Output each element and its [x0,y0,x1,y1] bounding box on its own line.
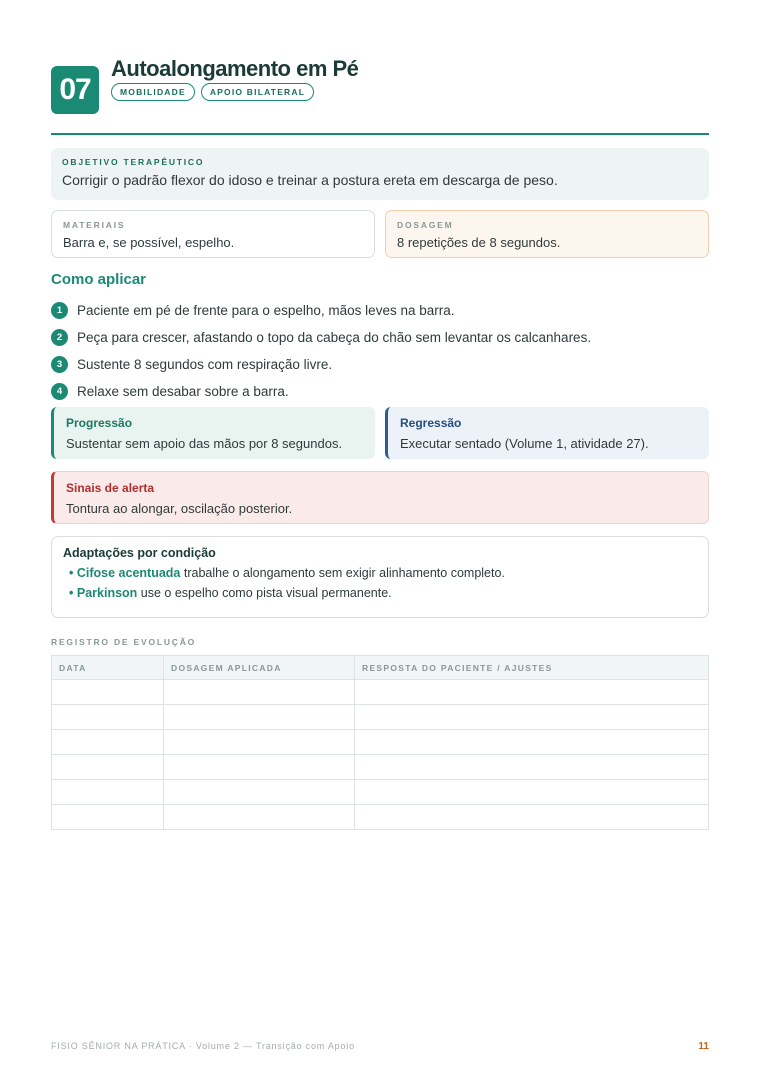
tag-apoio-bilateral: APOIO BILATERAL [201,83,314,101]
bullet: • [69,586,74,600]
table-cell[interactable] [164,805,355,830]
adaptations-box [51,536,709,618]
adaptation-item [63,566,697,580]
dosage-box [385,210,709,258]
step-item [51,297,709,324]
step-text: Sustente 8 segundos com respiração livre. [77,357,333,372]
table-cell[interactable] [355,805,709,830]
objective-box [51,148,709,200]
table-cell[interactable] [164,730,355,755]
tag-list [111,83,314,101]
table-cell[interactable] [164,755,355,780]
materials-text: Barra e, se possível, espelho. [63,235,235,250]
objective-label: OBJETIVO TERAPÊUTICO [62,157,205,167]
table-cell[interactable] [52,680,164,705]
regression-box [385,407,709,459]
table-cell[interactable] [355,705,709,730]
step-text: Peça para crescer, afastando o topo da cabeça do chão sem levantar os calcanhares. [77,330,592,345]
table-header-row [52,656,709,680]
regression-title: Regressão [400,416,462,430]
activity-title: Autoalongamento em Pé [111,56,359,81]
table-row [52,780,709,805]
step-text: Relaxe sem desabar sobre a barra. [77,384,289,399]
adaptation-condition: Parkinson [76,586,138,600]
adaptation-condition: Cifose acentuada [76,566,181,580]
table-row [52,680,709,705]
step-item [51,378,709,405]
step-text: Paciente em pé de frente para o espelho, mãos leves na barra. [77,303,455,318]
activity-header [51,56,709,118]
table-cell[interactable] [52,805,164,830]
table-cell[interactable] [52,755,164,780]
adaptations-title: Adaptações por condição [63,546,216,560]
tag-mobilidade: MOBILIDADE [111,83,195,101]
step-item [51,351,709,378]
adaptation-item [63,586,697,600]
regression-text: Executar sentado (Volume 1, atividade 27). [400,436,649,451]
materials-label: MATERIAIS [63,220,126,230]
adaptation-text: trabalhe o alongamento sem exigir alinhamento completo. [183,566,505,580]
table-cell[interactable] [355,680,709,705]
log-label: REGISTRO DE EVOLUÇÃO [51,637,197,647]
column-header-response: RESPOSTA DO PACIENTE / AJUSTES [355,656,709,680]
progression-title: Progressão [66,416,133,430]
table-cell[interactable] [52,705,164,730]
table-cell[interactable] [355,780,709,805]
column-header-date: DATA [52,656,164,680]
column-header-dosage: DOSAGEM APLICADA [164,656,355,680]
step-number: 3 [51,356,68,373]
bullet: • [69,566,74,580]
header-divider [51,133,709,135]
progression-text: Sustentar sem apoio das mãos por 8 segundos. [66,436,343,451]
table-cell[interactable] [355,730,709,755]
alert-title: Sinais de alerta [66,481,155,495]
table-cell[interactable] [164,780,355,805]
table-cell[interactable] [164,680,355,705]
step-list [51,297,709,405]
page-number: 11 [698,1041,709,1052]
evolution-log-table [51,655,709,830]
step-item [51,324,709,351]
table-row [52,805,709,830]
alert-box [51,471,709,524]
table-row [52,730,709,755]
alert-text: Tontura ao alongar, oscilação posterior. [66,501,293,516]
objective-text: Corrigir o padrão flexor do idoso e treinar a postura ereta em descarga de peso. [62,172,558,188]
progression-box [51,407,375,459]
table-cell[interactable] [164,705,355,730]
table-cell[interactable] [355,755,709,780]
materials-box [51,210,375,258]
dosage-text: 8 repetições de 8 segundos. [397,235,561,250]
table-row [52,705,709,730]
footer-text: FISIO SÊNIOR NA PRÁTICA · Volume 2 — Transição com Apoio [51,1041,355,1051]
step-number: 1 [51,302,68,319]
table-cell[interactable] [52,780,164,805]
step-number: 2 [51,329,68,346]
how-to-heading: Como aplicar [51,271,147,288]
activity-number-badge: 07 [51,66,99,114]
adaptation-text: use o espelho como pista visual permanente. [140,586,392,600]
table-row [52,755,709,780]
table-cell[interactable] [52,730,164,755]
step-number: 4 [51,383,68,400]
dosage-label: DOSAGEM [397,220,454,230]
page-footer [51,1041,709,1052]
